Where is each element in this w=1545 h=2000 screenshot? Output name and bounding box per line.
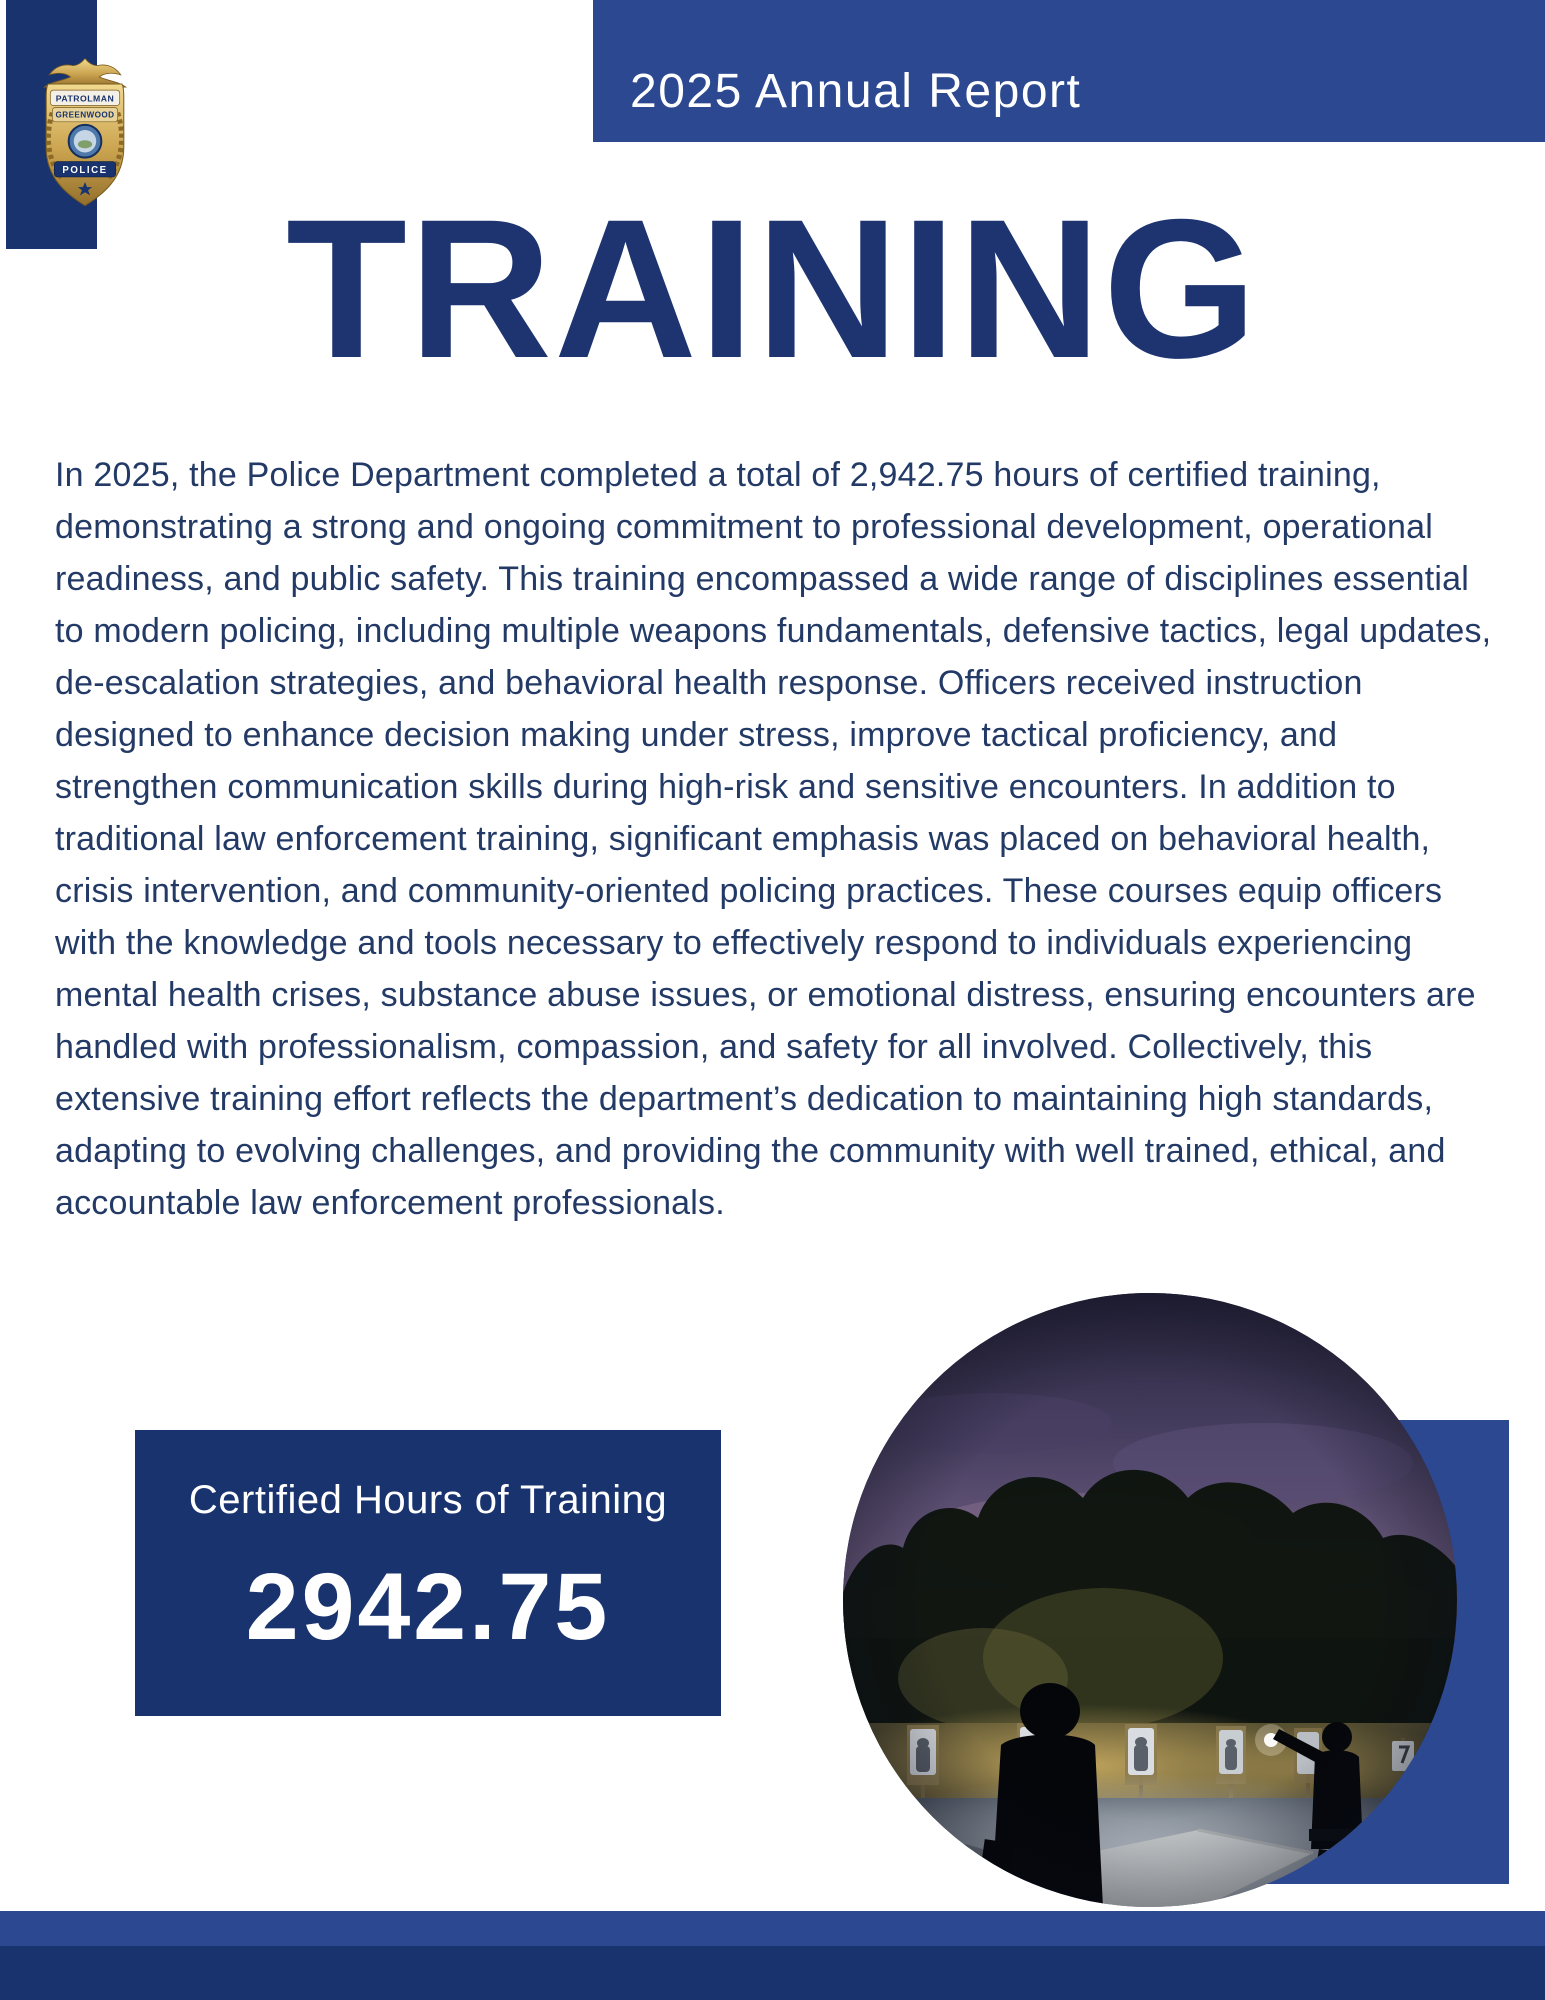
stat-value: 2942.75 [245, 1554, 611, 1660]
badge-ribbon-text: GREENWOOD [55, 110, 115, 120]
badge-bottom-banner-text: POLICE [62, 164, 108, 176]
range-photo-illustration [843, 1293, 1457, 1907]
page-title: TRAINING [286, 178, 1259, 399]
badge-top-banner-text: PATROLMAN [55, 93, 115, 104]
night-firearms-range-photo [843, 1293, 1457, 1907]
certified-hours-stat-card [135, 1430, 721, 1716]
report-title: 2025 Annual Report [630, 65, 1082, 118]
badge-seal-land [78, 140, 92, 148]
photo-vignette [843, 1293, 1457, 1907]
footer-band-mid [0, 1911, 1545, 1946]
footer-band-dark [0, 1946, 1545, 2000]
badge-eagle [44, 59, 126, 88]
header-bar [593, 0, 1545, 142]
police-badge-icon [36, 53, 134, 209]
body-paragraph: In 2025, the Police Department completed a total of 2,942.75 hours of certified training, demonstrating a strong and ongoing commitment to professional development, operational readiness, and public safety. This training encompassed a wide range of disciplines essential to modern policing, including multiple weapons fundamentals, defensive tactics, legal updates, de-escalation strategies, and behavioral health response. Officers received instruction designed to enhance decision making under stress, improve tactical proficiency, and strengthen communication skills during high-risk and sensitive encounters. In addition to traditional law enforcement training, significant emphasis was placed on behavioral health, crisis intervention, and community-oriented policing practices. These courses equip officers with the knowledge and tools necessary to effectively respond to individuals experiencing mental health crises, substance abuse issues, or emotional distress, ensuring encounters are handled with professionalism, compassion, and safety for all involved. Collectively, this extensive training effort reflects the department’s dedication to maintaining high standards, adapting to evolving challenges, and providing the community with well trained, ethical, and accountable law enforcement professionals. [55, 456, 1492, 1222]
stat-label: Certified Hours of Training [188, 1478, 668, 1522]
police-badge-svg [36, 53, 134, 209]
